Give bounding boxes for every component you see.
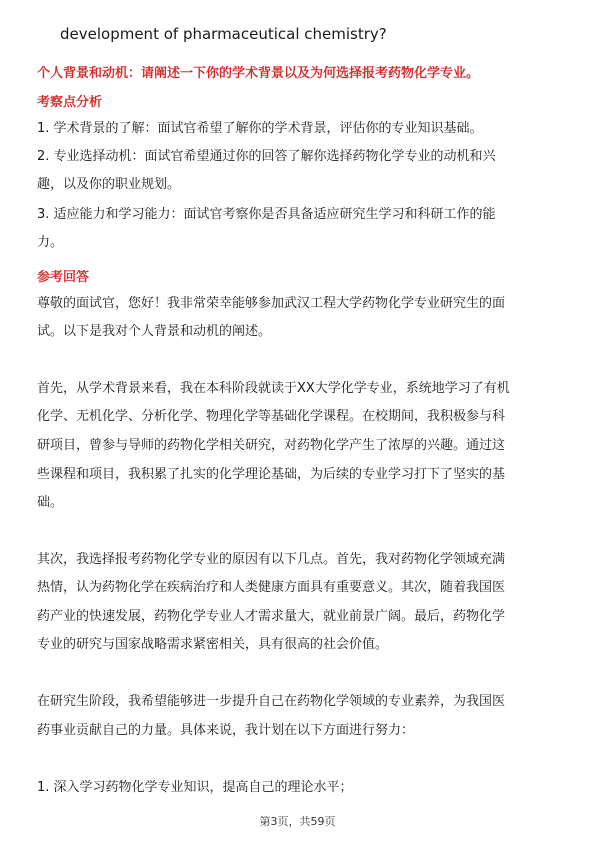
answer-line: 化学、无机化学、分析化学、物理化学等基础化学课程。在校期间，我积极参与科: [37, 409, 506, 424]
answer-line: 其次，我选择报考药物化学专业的原因有以下几点。首先，我对药物化学领域充满: [37, 552, 506, 567]
question-heading: 个人背景和动机：请阐述一下你的学术背景以及为何选择报考药物化学专业。: [37, 66, 480, 81]
page-footer: 第3页，共59页: [259, 815, 336, 828]
answer-line: 热情，认为药物化学在疾病治疗和人类健康方面具有重要意义。其次，随着我国医: [37, 580, 506, 595]
answer-line: 1. 深入学习药物化学专业知识，提高自己的理论水平；: [37, 780, 353, 795]
analysis-line: 趣，以及你的职业规划。: [37, 177, 181, 192]
answer-line: 尊敬的面试官，您好！我非常荣幸能够参加武汉工程大学药物化学专业研究生的面: [37, 296, 506, 311]
answer-line: 些课程和项目，我积累了扎实的化学理论基础，为后续的专业学习打下了坚实的基: [37, 467, 506, 482]
answer-line: 药产业的快速发展，药物化学专业人才需求量大，就业前景广阔。最后，药物化学: [37, 609, 506, 624]
analysis-heading: 考察点分析: [37, 95, 103, 110]
analysis-line: 3. 适应能力和学习能力：面试官考察你是否具备适应研究生学习和科研工作的能: [37, 207, 496, 222]
answer-line: 在研究生阶段，我希望能够进一步提升自己在药物化学领域的专业素养，为我国医: [37, 694, 506, 709]
answer-line: 础。: [37, 495, 64, 510]
analysis-line: 2. 专业选择动机：面试官希望通过你的回答了解你选择药物化学专业的动机和兴: [37, 149, 496, 164]
analysis-line: 力。: [37, 235, 64, 250]
question-tail: development of pharmaceutical chemistry?: [60, 25, 387, 43]
answer-line: 药事业贡献自己的力量。具体来说，我计划在以下方面进行努力：: [37, 723, 415, 738]
answer-line: 研项目，曾参与导师的药物化学相关研究，对药物化学产生了浓厚的兴趣。通过这: [37, 438, 506, 453]
answer-line: 专业的研究与国家战略需求紧密相关，具有很高的社会价值。: [37, 637, 389, 652]
answer-heading: 参考回答: [37, 270, 90, 285]
answer-line: 首先，从学术背景来看，我在本科阶段就读于XX大学化学专业，系统地学习了有机: [37, 381, 510, 396]
answer-line: 试。以下是我对个人背景和动机的阐述。: [37, 324, 272, 339]
analysis-line: 1. 学术背景的了解：面试官希望了解你的学术背景，评估你的专业知识基础。: [37, 121, 483, 136]
